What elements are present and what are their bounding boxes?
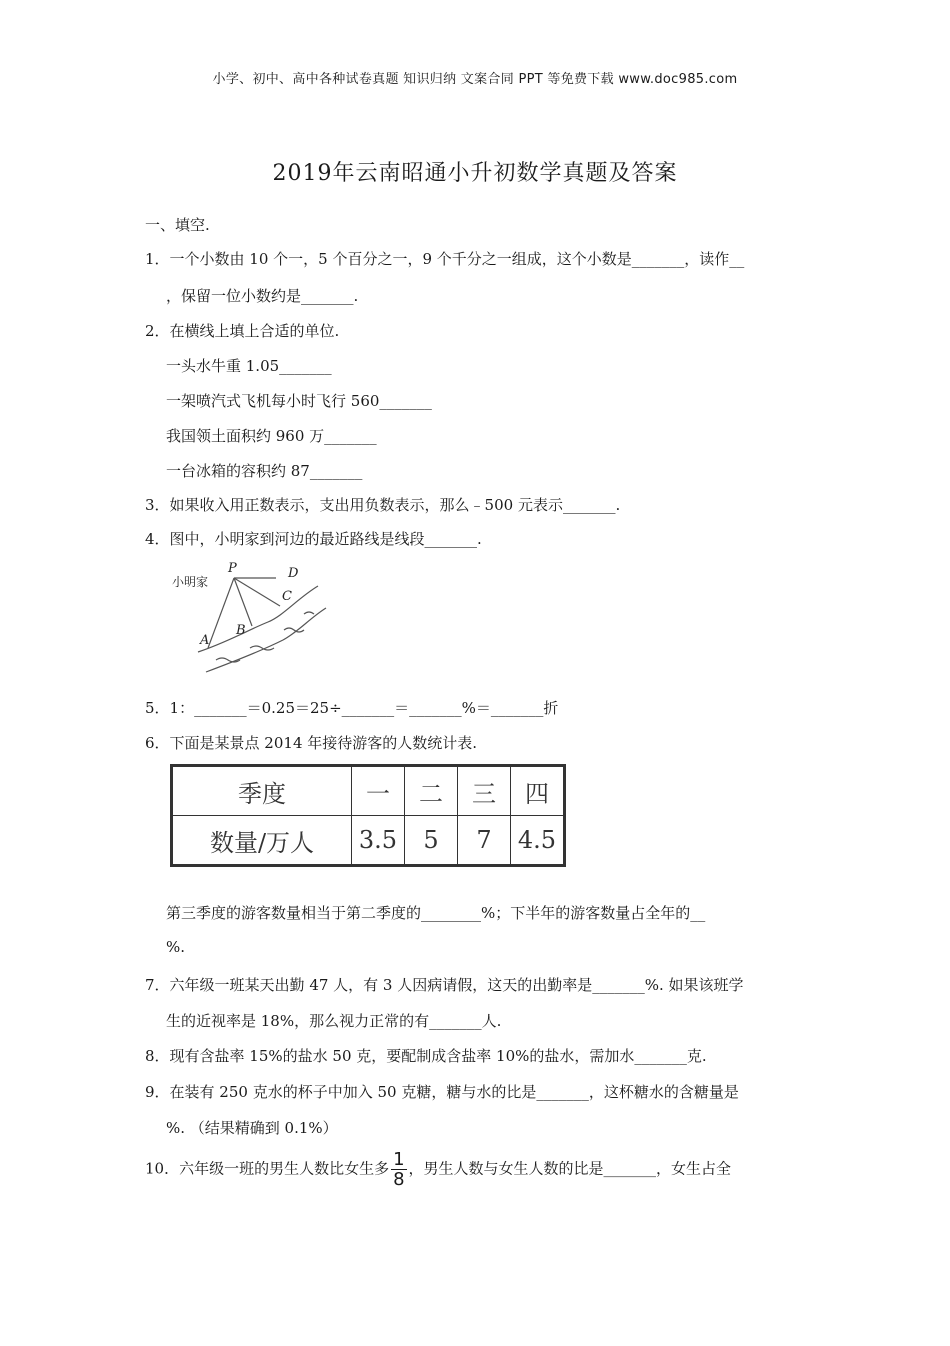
table-cell: 四 [511,766,565,816]
table-cell: 一 [352,766,405,816]
table-cell: 三 [458,766,511,816]
question-7-line-1: 7．六年级一班某天出勤 47 人，有 3 人因病请假，这天的出勤率是_______%. 如果该班学 [145,976,744,994]
point-label-a: A [200,633,210,648]
table-cell: 5 [405,816,458,866]
table-row [172,816,565,866]
question-2-item: 我国领土面积约 960 万_______ [166,427,377,445]
question-6-line-2: %. [166,938,186,956]
site-banner: 小学、初中、高中各种试卷真题 知识归纳 文案合同 PPT 等免费下载 www.doc985.com [212,72,738,87]
question-10-line-1 [145,1150,731,1189]
question-7-line-2: 生的近视率是 18%，那么视力正常的有_______人. [166,1012,502,1030]
question-2-stem: 2．在横线上填上合适的单位. [145,322,340,340]
table-cell: 3.5 [352,816,405,866]
question-2-item: 一头水牛重 1.05_______ [166,357,332,375]
fraction-numerator: 1 [393,1149,405,1170]
point-label-p: P [228,561,237,576]
question-6-stem: 6．下面是某景点 2014 年接待游客的人数统计表. [145,734,478,752]
question-10-text: 10．六年级一班的男生人数比女生多 [145,1159,390,1178]
point-label-b: B [236,623,246,638]
table-cell: 二 [405,766,458,816]
question-5: 5．1：_______＝0.25＝25÷_______＝_______%＝_______折 [145,699,559,717]
section-heading: 一、填空. [145,216,210,234]
table-cell: 4.5 [511,816,565,866]
question-1-line-1: 1．一个小数由 10 个一，5 个百分之一，9 个千分之一组成，这个小数是_______，读作__ [145,250,745,268]
visitor-table [170,764,566,867]
river-figure [168,556,328,674]
table-row [172,766,565,816]
table-header-cell: 季度 [172,766,352,816]
table-cell: 7 [458,816,511,866]
table-header-cell: 数量/万人 [172,816,352,866]
question-4-stem: 4．图中，小明家到河边的最近路线是线段_______. [145,530,482,548]
question-6-line-1: 第三季度的游客数量相当于第二季度的________%；下半年的游客数量占全年的__ [166,904,706,922]
point-label-d: D [288,566,299,581]
question-9-line-2: %. （结果精确到 0.1%） [166,1119,338,1137]
point-label-c: C [282,589,292,604]
house-label: 小明家 [172,575,209,589]
page-title: 2019年云南昭通小升初数学真题及答案 [272,161,678,186]
fraction [391,1150,406,1189]
question-3: 3．如果收入用正数表示，支出用负数表示，那么﹣500 元表示_______. [145,496,621,514]
question-1-line-2: ，保留一位小数约是_______. [166,287,359,305]
question-2-item: 一架喷汽式飞机每小时飞行 560_______ [166,392,432,410]
question-2-item: 一台冰箱的容积约 87_______ [166,462,363,480]
question-10-text: ，男生人数与女生人数的比是_______，女生占全 [408,1159,732,1178]
fraction-denominator: 8 [393,1169,405,1190]
question-9-line-1: 9．在装有 250 克水的杯子中加入 50 克糖，糖与水的比是_______，这杯糖水的含糖量是 [145,1083,739,1101]
question-8: 8．现有含盐率 15%的盐水 50 克，要配制成含盐率 10%的盐水，需加水_______克. [145,1047,707,1065]
